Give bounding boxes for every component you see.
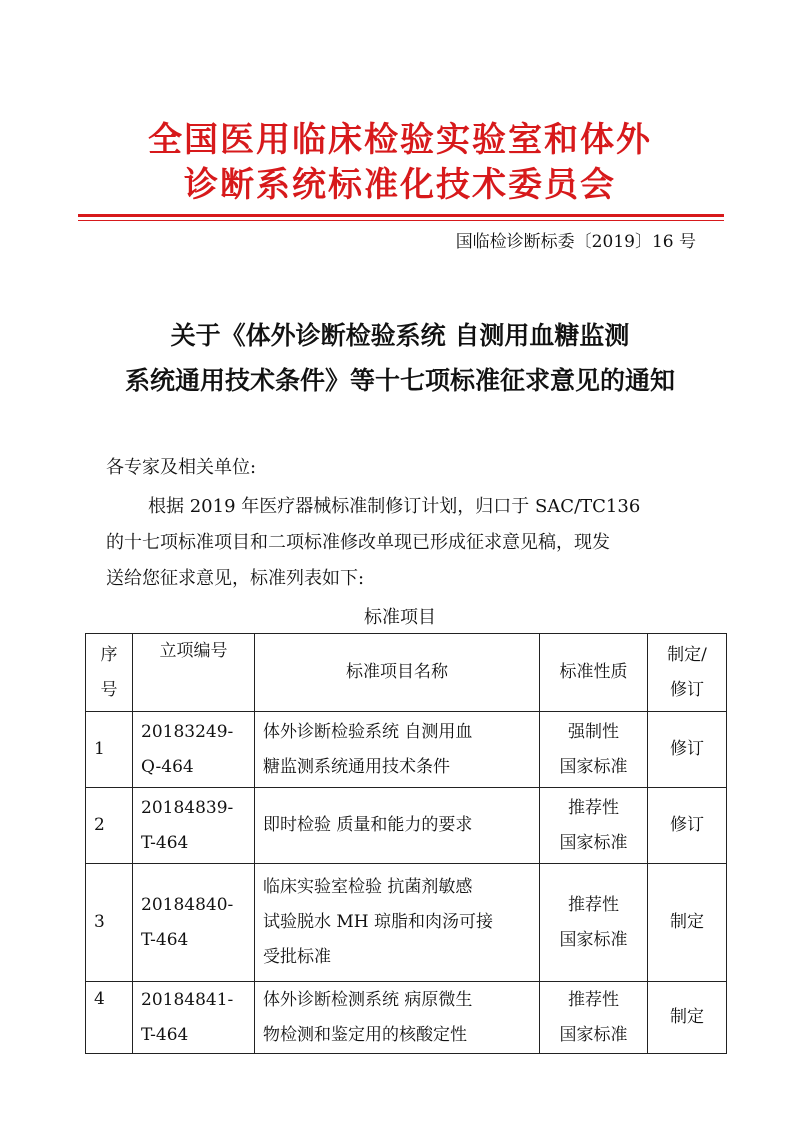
row-name-a: 即时检验 质量和能力的要求 [263,815,473,835]
row-seq: 2 [86,788,133,864]
notice-title-line2: 系统通用技术条件》等十七项标准征求意见的通知 [124,366,675,395]
row-name-c: 受批标准 [263,947,331,967]
header-rev-b: 修订 [670,679,704,700]
table-row [86,864,727,982]
row-seq: 4 [86,982,133,1054]
row-nature [540,864,648,982]
row-no-b: T-464 [141,832,189,853]
row-seq: 1 [86,712,133,788]
row-name [255,864,540,982]
header-name: 标准项目名称 [255,634,540,712]
document-number: 国临检诊断标委〔2019〕16 号 [455,232,696,252]
row-revision: 制定 [648,982,727,1054]
notice-title-line1: 关于《体外诊断检验系统 自测用血糖监测 [170,321,630,350]
table-header-row [86,634,727,712]
body-line-1: 根据 2019 年医疗器械标准制修订计划，归口于 SAC/TC136 [148,496,641,517]
row-nature-b: 国家标准 [559,832,628,853]
row-name [255,788,540,864]
header-project-number: 立项编号 [133,634,255,712]
row-nature-a: 推荐性 [568,989,619,1010]
row-project-number [133,982,255,1054]
table-caption: 标准项目 [364,607,436,628]
row-nature-a: 推荐性 [568,894,619,915]
row-revision: 修订 [648,712,727,788]
row-name-b: 糖监测系统通用技术条件 [263,756,450,777]
body-line-3: 送给您征求意见，标准列表如下: [106,568,365,589]
row-nature [540,982,648,1054]
table-row [86,712,727,788]
row-nature-b: 国家标准 [559,756,628,777]
row-name-b: 试验脱水 MH 琼脂和肉汤可接 [263,912,494,932]
header-rule-thin [78,220,724,221]
header-rev-a: 制定/ [667,644,707,665]
table-row [86,788,727,864]
row-no-b: Q-464 [141,756,194,777]
row-name-a: 体外诊断检测系统 病原微生 [263,989,473,1010]
row-nature [540,788,648,864]
row-no-b: T-464 [141,1024,189,1045]
row-nature-a: 强制性 [568,721,619,742]
row-no-a: 20184840- [141,894,234,915]
row-name-a: 体外诊断检验系统 自测用血 [263,721,473,742]
row-nature [540,712,648,788]
row-name [255,712,540,788]
row-no-b: T-464 [141,929,189,950]
org-title-line1: 全国医用临床检验实验室和体外 [148,120,652,160]
row-name [255,982,540,1054]
row-nature-b: 国家标准 [559,1024,628,1045]
row-revision: 修订 [648,788,727,864]
row-seq: 3 [86,864,133,982]
row-no-a: 20184839- [141,797,234,818]
header-revision [648,634,727,712]
table-row [86,982,727,1054]
header-seq [86,634,133,712]
row-name-b: 物检测和鉴定用的核酸定性 [263,1024,467,1045]
salutation: 各专家及相关单位: [106,457,257,478]
row-project-number [133,788,255,864]
row-no-a: 20183249- [141,721,234,742]
row-project-number [133,712,255,788]
standards-table [85,633,727,1054]
row-revision: 制定 [648,864,727,982]
header-rule-thick [78,214,724,217]
row-no-a: 20184841- [141,989,234,1010]
header-seq-a: 序 [100,644,118,665]
body-line-2: 的十七项标准项目和二项标准修改单现已形成征求意见稿，现发 [106,532,610,553]
row-nature-b: 国家标准 [559,929,628,950]
header-seq-b: 号 [100,679,118,700]
row-nature-a: 推荐性 [568,797,619,818]
org-title-line2: 诊断系统标准化技术委员会 [184,165,616,205]
header-nature: 标准性质 [540,634,648,712]
row-name-a: 临床实验室检验 抗菌剂敏感 [263,877,473,897]
row-project-number [133,864,255,982]
